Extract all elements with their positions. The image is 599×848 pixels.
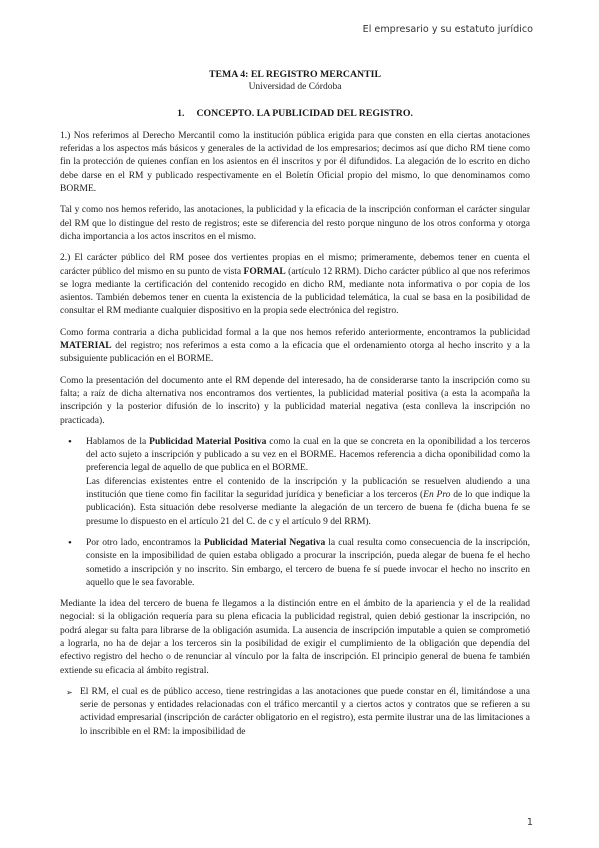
list-item-negative-publicity: • Por otro lado, encontramos la Publicidad Material Negativa la cual resulta como consecuencia de la inscripción, consiste en la imposibilidad de quien estaba obligado a procurar la inscripción, pueda alegar de buena fe el hecho sometido a inscripción y no inscrito. Sin embargo, el tercero de buena fe sí puede invocar el hecho no inscrito en aquello que le sea favorable.	[86, 537, 530, 590]
paragraph-4: Como forma contraria a dicha publicidad formal a la que nos hemos referido anteriormente, encontramos la publicidad MATERIAL del registro; nos referimos a esta como a la eficacia que el ordenamiento otorga al hecho inscrito y a la subsiguiente publicación en el BORME.	[60, 327, 530, 365]
paragraph-5: Como la presentación del documento ante el RM depende del interesado, ha de considerarse tanto la inscripción como su falta; a raíz de dicha alternativa nos encontramos dos vertientes, la publicidad material positiva (a esta la acompaña la inscripción y la posterior difusión de lo inscrito) y la publicidad material negativa (esta conlleva la inscripción no practicada).	[60, 375, 530, 426]
document-title: TEMA 4: EL REGISTRO MERCANTIL	[208, 69, 382, 80]
section-number: 1.	[177, 107, 185, 119]
list-item-positive-publicity: • Hablamos de la Publicidad Material Positiva como la cual en la que se concreta en la oponibilidad a los terceros del acto sujeto a inscripción y publicado a su vez en el BORME. Hacemos referencia a dicha oponibilidad como la preferencia legal de aquello de que publica en el BORME. Las diferencias existentes entre el contenido de la inscripción y la publicación se resuelven aludiendo a una institución que tiene como fin facilitar la seguridad jurídica y beneficiar a los terceros (En Pro de lo que indique la publicación). Esta situación debe resolverse mediante la alegación de un tercero de buena fe (dicha buena fe se presume lo dispuesto en el artículo 21 del C. de c y el artículo 9 del RRM).	[86, 436, 530, 529]
document-body	[60, 68, 530, 739]
arrow-list-item: ➢ El RM, el cual es de público acceso, tiene restringidas a las anotaciones que puede constar en él, limitándose a una serie de personas y entidades relacionadas con el tráfico mercantil y a ciertos actos y contratos que se refieren a su actividad empresarial (inscripción de carácter obligatorio en el registro), esta permite ilustrar una de las limitaciones a lo inscribible en el RM: la imposibilidad de	[66, 686, 530, 737]
document-subtitle: Universidad de Córdoba	[248, 82, 342, 93]
section-title: CONCEPTO. LA PUBLICIDAD DEL REGISTRO.	[196, 107, 413, 119]
running-header: El empresario y su estatuto jurídico	[362, 24, 533, 35]
paragraph-2: Tal y como nos hemos referido, las anotaciones, la publicidad y la eficacia de la inscripción conforman el carácter singular del RM que lo distingue del resto de registros; este se diferencia del resto porque ninguno de los otros conforma y otorga dicha importancia a los actos inscritos en el mismo.	[60, 205, 530, 242]
paragraph-3: 2.) El carácter público del RM posee dos vertientes propias en el mismo; primeramente, debemos tener en cuenta el carácter público del mismo en su punto de vista FORMAL (artículo 12 RRM). Dicho carácter público al que nos referimos se logra mediante la certificación del contenido recogido en dicho RM, mediante nota informativa o por copia de los asientos. También debemos tener en cuenta la existencia de la publicidad telemática, la cual se basa en la posibilidad de consultar el RM mediante cualquier dispositivo en la propia sede electrónica del registro.	[60, 253, 530, 317]
arrow-bullet-icon: ➢	[66, 687, 73, 697]
page-number: 1	[526, 817, 533, 828]
bullet-list	[60, 436, 530, 590]
paragraph-6: Mediante la idea del tercero de buena fe llegamos a la distinción entre en el ámbito de la apariencia y el de la realidad negocial: si la obligación requería para su plena eficacia la publicidad registral, quien debió gestionar la inscripción, no podrá alegar su falta para librarse de la obligación asumida. La ausencia de inscripción imputable a quien se comprometió a lograrla, no ha de dejar a los terceros sin la posibilidad de exigir el cumplimiento de la obligación que dependía del efectivo registro del hecho o de renunciar al vínculo por la falta de inscripción. El principio general de buena fe también extiende su eficacia al ámbito registral.	[60, 599, 530, 676]
paragraph-1: 1.) Nos referimos al Derecho Mercantil como la institución pública erigida para que consten en ella ciertas anotaciones referidas a los aspectos más básicos y generales de la actividad de los empresarios; decimos así que dicho RM tiene como fin la protección de quienes confían en los asientos en él inscritos y por él difundidos. La alegación de lo escrito en dicho debe darse en el RM y publicado respectivamente en el Boletín Oficial propio del mismo, lo que denominamos como BORME.	[60, 130, 530, 195]
section-heading	[60, 107, 530, 120]
